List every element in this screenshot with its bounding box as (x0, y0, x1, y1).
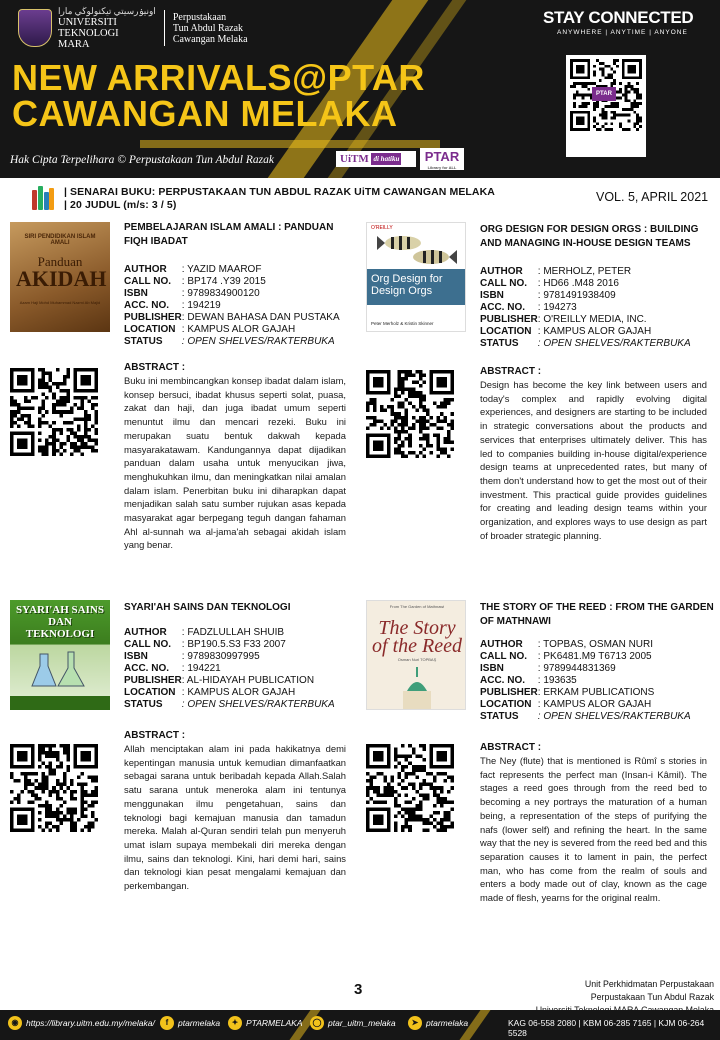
book-qr-code[interactable] (366, 744, 454, 832)
main-qr-code[interactable] (566, 55, 646, 157)
uitm-di-hatiku-logo: UiTM di hatiku (336, 151, 416, 167)
book-qr-code[interactable] (10, 368, 98, 456)
book-abstract: Allah menciptakan alam ini pada hakikatnya demi kepentingan manusia untuk kemudian dimanfaatkan sebagai sarana untuk beribadah kepada Allah.Salah satu sarana untuk meneroka alam ini tentunya menggunakan ilmu pengetahuan, sains dan teknologi bagi kemajuan manusia dan tamadun mereka. Malah al-Quran sendiri telah pun menyeruh umat islam supaya membekali diri mereka dengan ilmu, sains dan teknologi. Kini, hari demi hari, sains dan teknologi kian pesat mengalami kemajuan dan perkembangan. (124, 743, 346, 892)
twitter-icon: ✦ (228, 1016, 242, 1030)
fish-illustration-icon (377, 231, 457, 267)
book-abstract: Design has become the key link between users and today's complex and rapidly evolving digital experiences, and designers are starting to be included in strategic conversations about the products and services that enterprises ultimately deliver. This has led to companies building in-house digital/experience design teams at unprecedented rates, but many of them don't understand how to get the most out of their investment. This practical guide provides guidelines for creating and leading design teams within your organization, and explores ways to use design as part of broader strategic planning. (480, 379, 707, 541)
website-link[interactable]: ◉ https://library.uitm.edu.my/melaka/ (8, 1016, 155, 1030)
book-qr-code[interactable] (10, 744, 98, 832)
twitter-link[interactable]: ✦ PTARMELAKA (228, 1016, 303, 1030)
book-metadata: AUTHOR : FADZLULLAH SHUIB CALL NO. : BP190.5.S3 F33 2007 ISBN : 9789830997995 ACC. NO. : 194221 PUBLISHER : AL-HIDAYAH PUBLICATION LOCATION : KAMPUS ALOR GAJAH STATUS : OPEN SHELVES/RAKTERBUKA (124, 627, 335, 710)
library-line-1: Perpustakaan (172, 11, 227, 23)
abstract-label: ABSTRACT : (480, 366, 542, 377)
book-abstract: Buku ini membincangkan konsep ibadat dalam islam, konsep bersuci, ibadat khusus seperti solat, puasa, zakat dan haji, dan juga ibadat umum seperti menuntut ilmu dan mencari rezeki. Buku ini merupakan suatu bentuk dakwah kepada masyarakatawam. Kandungannya dapat dijadikan panduan dalam usaha untuk menyucikan jiwa, menghukuhkan ilmu, dan meningkatkan nilai amalan dalam islam. Penerbitan buku ini diharapkan dapat menjadikan salah satu sumber rujukan asas kepada masyarakat agar berpegang teguh dangan fahaman Ahl al-sunnah wa al-jama'ah sebagai akidah islam yang benar. (124, 375, 346, 551)
book-qr-code[interactable] (366, 370, 454, 458)
abstract-label: ABSTRACT : (124, 730, 186, 741)
ptar-logo: PTAR Library for ALL (420, 148, 464, 170)
abstract-label: ABSTRACT : (480, 742, 542, 753)
contact-numbers: KAG 06-558 2080 | KBM 06-285 7165 | KJM 06-264 5528 (508, 1018, 705, 1038)
stay-connected-heading: STAY CONNECTED (543, 8, 694, 27)
book-title: ORG DESIGN FOR DESIGN ORGS : BUILDING AND MANAGING IN-HOUSE DESIGN TEAMS (480, 224, 699, 249)
book-cover-org-design: O'REILLY Org Design for Design Orgs Peter Merholz & Kristin Skinner (366, 222, 466, 332)
book-metadata: AUTHOR : TOPBAS, OSMAN NURI CALL NO. : PK6481.M9 T6713 2005 ISBN : 9789944831369 ACC. NO. : 193635 PUBLISHER : ERKAM PUBLICATIONS LOCATION : KAMPUS ALOR GAJAH STATUS : OPEN SHELVES/RAKTERBUKA (480, 639, 691, 722)
book-cover-story-of-reed: From The Garden of Mathnawi The Story of the Reed Osman Nuri TOPBAŞ (366, 600, 466, 710)
book-title: THE STORY OF THE REED : FROM THE GARDEN OF MATHNAWI (480, 602, 714, 627)
facebook-link[interactable]: f ptarmelaka (160, 1016, 220, 1030)
book-cover-syariah: SYARI'AH SAINS DAN TEKNOLOGI (10, 600, 110, 710)
instagram-link[interactable]: ◯ ptar_uitm_melaka (310, 1016, 396, 1030)
telegram-link[interactable]: ➤ ptarmelaka (408, 1016, 468, 1030)
uitm-crest-icon (18, 9, 52, 47)
book-title: SYARI'AH SAINS DAN TEKNOLOGI (124, 602, 291, 613)
book-cover-akidah: SIRI PENDIDIKAN ISLAM AMALI Panduan AKIDAH Azam Haji Mohd Muhammad Nazmi Ab Majid (10, 222, 110, 332)
library-line-3: Cawangan Melaka (172, 33, 248, 45)
instagram-icon: ◯ (310, 1016, 324, 1030)
abstract-label: ABSTRACT : (124, 362, 186, 373)
telegram-icon: ➤ (408, 1016, 422, 1030)
uitm-arabic: اونيۏرسيتي تيكنولوڬي مارا (58, 6, 156, 16)
uitm-line-2: TEKNOLOGI (58, 28, 119, 39)
qr-ptar-badge: PTAR (592, 87, 616, 101)
page-title: NEW ARRIVALS@PTAR CAWANGAN MELAKA (12, 57, 425, 134)
globe-icon: ◉ (8, 1016, 22, 1030)
list-count: | 20 JUDUL (m/s: 3 / 5) (64, 199, 177, 211)
mosque-dome-icon (397, 665, 437, 710)
lab-flask-icon (30, 650, 90, 690)
uitm-line-1: UNIVERSITI (58, 17, 117, 28)
volume-label: VOL. 5, APRIL 2021 (596, 190, 709, 204)
page-number: 3 (354, 981, 363, 998)
library-line-2: Tun Abdul Razak (172, 22, 244, 34)
list-title: | SENARAI BUKU: PERPUSTAKAAN TUN ABDUL RAZAK UiTM CAWANGAN MELAKA (64, 186, 495, 198)
book-metadata: AUTHOR : MERHOLZ, PETER CALL NO. : HD66 .M48 2016 ISBN : 9781491938409 ACC. NO. : 194273 PUBLISHER : O'REILLY MEDIA, INC. LOCATION : KAMPUS ALOR GAJAH STATUS : OPEN SHELVES/RAKTERBUKA (480, 266, 691, 349)
header-banner (0, 0, 720, 178)
book-abstract: The Ney (flute) that is mentioned is Rûmî s stories in fact represents the perfect man (Insan-i Kâmil). The stages a reed goes through from the reed bed to becoming a ney portrays the maturation of a human being, a representation of the steps of purifying the nafs (lower self) and refining the heart. In the same way that the ney is severed from the reed bed and this separation causes it to lament in pain, the perfect man, who has come from the realm of souls and enters a body made out of clay, known as the cage made of flesh, yearns for the original realm. (480, 755, 707, 904)
stay-connected-tagline: ANYWHERE | ANYTIME | ANYONE (557, 29, 688, 36)
list-heading (64, 186, 495, 212)
uitm-line-3: MARA (58, 39, 90, 50)
book-title: PEMBELAJARAN ISLAM AMALI : PANDUAN FIQH IBADAT (124, 222, 334, 247)
uitm-logo (18, 6, 248, 50)
library-unit-address: Unit Perkhidmatan Perpustakaan Perpustakaan Tun Abdul Razak (584, 979, 714, 1002)
book-metadata: AUTHOR : YAZID MAAROF CALL NO. : BP174 .Y39 2015 ISBN : 9789834900120 ACC. NO. : 194219 PUBLISHER : DEWAN BAHASA DAN PUSTAKA LOCATION : KAMPUS ALOR GAJAH STATUS : OPEN SHELVES/RAKTERBUKA (124, 264, 340, 347)
copyright-text: Hak Cipta Terpelihara © Perpustakaan Tun Abdul Razak (10, 154, 274, 166)
facebook-icon: f (160, 1016, 174, 1030)
books-stack-icon (32, 186, 54, 210)
